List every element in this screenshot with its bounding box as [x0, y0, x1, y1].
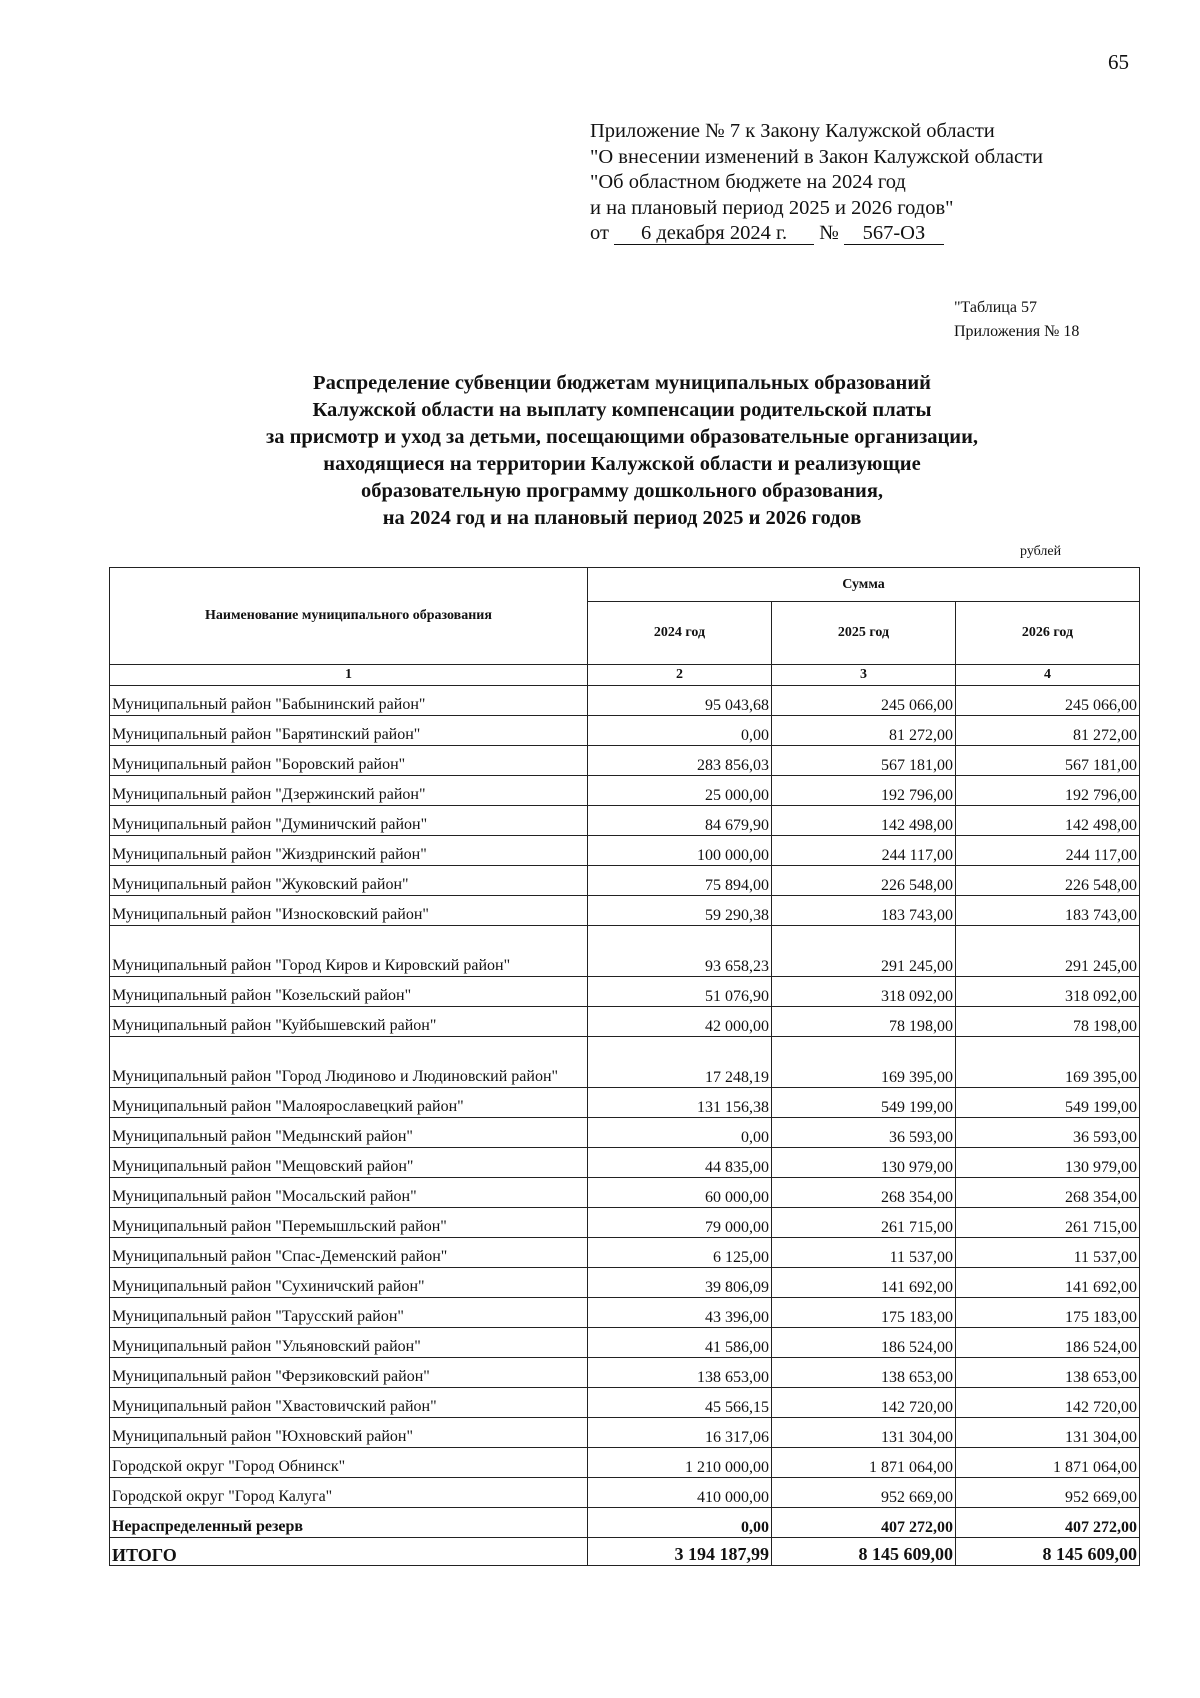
column-number-2: 2 — [588, 665, 772, 686]
cell-amount-2026: 268 354,00 — [956, 1178, 1140, 1208]
cell-municipality-name: Муниципальный район "Ульяновский район" — [110, 1328, 588, 1358]
header-year-2025: 2025 год — [772, 602, 956, 665]
law-number: 567-ОЗ — [844, 222, 944, 245]
cell-amount-2025: 1 871 064,00 — [772, 1448, 956, 1478]
cell-municipality-name: Муниципальный район "Козельский район" — [110, 977, 588, 1007]
table-row — [110, 1178, 1140, 1208]
cell-amount-2025: 549 199,00 — [772, 1088, 956, 1118]
table-row — [110, 866, 1140, 896]
cell-amount-2024: 41 586,00 — [588, 1328, 772, 1358]
cell-amount-2024: 0,00 — [588, 1118, 772, 1148]
cell-municipality-name: Муниципальный район "Хвастовичский район" — [110, 1388, 588, 1418]
table-row — [110, 1007, 1140, 1037]
cell-municipality-name: Муниципальный район "Мещовский район" — [110, 1148, 588, 1178]
cell-amount-2026: 36 593,00 — [956, 1118, 1140, 1148]
cell-municipality-name: Муниципальный район "Дзержинский район" — [110, 776, 588, 806]
number-prefix: № — [819, 222, 839, 244]
cell-amount-2024: 6 125,00 — [588, 1238, 772, 1268]
table-row — [110, 896, 1140, 926]
appendix-line-2: "О внесении изменений в Закон Калужской области — [590, 145, 1044, 168]
cell-amount-2024: 1 210 000,00 — [588, 1448, 772, 1478]
cell-municipality-name: Муниципальный район "Барятинский район" — [110, 716, 588, 746]
cell-amount-2024: 60 000,00 — [588, 1178, 772, 1208]
cell-amount-2024: 59 290,38 — [588, 896, 772, 926]
cell-amount-2026: 11 537,00 — [956, 1238, 1140, 1268]
cell-amount-2026: 318 092,00 — [956, 977, 1140, 1007]
cell-amount-2025: 952 669,00 — [772, 1478, 956, 1508]
cell-amount-2024: 100 000,00 — [588, 836, 772, 866]
table-row — [110, 746, 1140, 776]
cell-amount-2026: 1 871 064,00 — [956, 1448, 1140, 1478]
table-row — [110, 776, 1140, 806]
column-number-4: 4 — [956, 665, 1140, 686]
cell-amount-2024: 45 566,15 — [588, 1388, 772, 1418]
table-row — [110, 1388, 1140, 1418]
table-row — [110, 977, 1140, 1007]
cell-municipality-name: Муниципальный район "Ферзиковский район" — [110, 1358, 588, 1388]
cell-amount-2024: 16 317,06 — [588, 1418, 772, 1448]
cell-amount-2026: 78 198,00 — [956, 1007, 1140, 1037]
cell-amount-2026: 138 653,00 — [956, 1358, 1140, 1388]
cell-municipality-name: Муниципальный район "Перемышльский район" — [110, 1208, 588, 1238]
cell-amount-2024: 283 856,03 — [588, 746, 772, 776]
cell-amount-2025: 138 653,00 — [772, 1358, 956, 1388]
cell-amount-2024: 3 194 187,99 — [588, 1538, 772, 1566]
cell-amount-2026: 8 145 609,00 — [956, 1538, 1140, 1566]
cell-amount-2025: 407 272,00 — [772, 1508, 956, 1538]
table-ref-line-2: Приложения № 18 — [954, 323, 1080, 340]
cell-amount-2024: 51 076,90 — [588, 977, 772, 1007]
cell-amount-2024: 39 806,09 — [588, 1268, 772, 1298]
cell-amount-2026: 131 304,00 — [956, 1418, 1140, 1448]
cell-amount-2025: 244 117,00 — [772, 836, 956, 866]
cell-municipality-name: Муниципальный район "Город Людиново и Людиновский район" — [110, 1037, 588, 1088]
cell-amount-2026: 186 524,00 — [956, 1328, 1140, 1358]
cell-amount-2026: 549 199,00 — [956, 1088, 1140, 1118]
appendix-line-4: и на плановый период 2025 и 2026 годов" — [590, 196, 954, 219]
cell-amount-2026: 175 183,00 — [956, 1298, 1140, 1328]
cell-amount-2025: 183 743,00 — [772, 896, 956, 926]
cell-amount-2024: 93 658,23 — [588, 926, 772, 977]
cell-municipality-name: Городской округ "Город Калуга" — [110, 1478, 588, 1508]
cell-amount-2025: 245 066,00 — [772, 686, 956, 716]
header-year-2024: 2024 год — [588, 602, 772, 665]
cell-amount-2024: 0,00 — [588, 716, 772, 746]
title-line-2: Калужской области на выплату компенсации родительской платы — [312, 399, 932, 421]
cell-municipality-name: Нераспределенный резерв — [110, 1508, 588, 1538]
cell-amount-2025: 141 692,00 — [772, 1268, 956, 1298]
cell-amount-2024: 95 043,68 — [588, 686, 772, 716]
table-ref-line-1: "Таблица 57 — [954, 299, 1037, 316]
header-year-2026: 2026 год — [956, 602, 1140, 665]
cell-amount-2026: 192 796,00 — [956, 776, 1140, 806]
cell-amount-2026: 952 669,00 — [956, 1478, 1140, 1508]
date-prefix: от — [590, 222, 609, 244]
cell-municipality-name: Муниципальный район "Сухиничский район" — [110, 1268, 588, 1298]
cell-amount-2026: 291 245,00 — [956, 926, 1140, 977]
cell-amount-2025: 142 498,00 — [772, 806, 956, 836]
title-line-6: на 2024 год и на плановый период 2025 и 2026 годов — [382, 507, 862, 529]
cell-amount-2025: 81 272,00 — [772, 716, 956, 746]
cell-amount-2026: 407 272,00 — [956, 1508, 1140, 1538]
cell-amount-2025: 36 593,00 — [772, 1118, 956, 1148]
table-row — [110, 1478, 1140, 1508]
table-row — [110, 1148, 1140, 1178]
cell-amount-2025: 78 198,00 — [772, 1007, 956, 1037]
table-row — [110, 1238, 1140, 1268]
cell-municipality-name: Муниципальный район "Город Киров и Кировский район" — [110, 926, 588, 977]
cell-amount-2025: 130 979,00 — [772, 1148, 956, 1178]
column-number-1: 1 — [110, 665, 588, 686]
cell-amount-2026: 244 117,00 — [956, 836, 1140, 866]
cell-municipality-name: Муниципальный район "Куйбышевский район" — [110, 1007, 588, 1037]
cell-municipality-name: Муниципальный район "Бабынинский район" — [110, 686, 588, 716]
cell-amount-2024: 42 000,00 — [588, 1007, 772, 1037]
document-title — [0, 370, 1200, 532]
cell-amount-2024: 410 000,00 — [588, 1478, 772, 1508]
appendix-date-line — [590, 221, 1043, 247]
table-row — [110, 716, 1140, 746]
cell-amount-2026: 142 720,00 — [956, 1388, 1140, 1418]
cell-amount-2025: 186 524,00 — [772, 1328, 956, 1358]
header-sum: Сумма — [588, 568, 1140, 602]
cell-municipality-name: Городской округ "Город Обнинск" — [110, 1448, 588, 1478]
cell-amount-2026: 169 395,00 — [956, 1037, 1140, 1088]
cell-amount-2025: 226 548,00 — [772, 866, 956, 896]
cell-amount-2024: 17 248,19 — [588, 1037, 772, 1088]
title-line-3: за присмотр и уход за детьми, посещающими образовательные организации, — [265, 426, 979, 448]
table-reference — [954, 296, 1079, 344]
table-row — [110, 806, 1140, 836]
appendix-line-3: "Об областном бюджете на 2024 год — [590, 171, 906, 193]
cell-municipality-name: Муниципальный район "Думиничский район" — [110, 806, 588, 836]
cell-amount-2024: 25 000,00 — [588, 776, 772, 806]
appendix-block — [590, 119, 1043, 247]
cell-amount-2026: 130 979,00 — [956, 1148, 1140, 1178]
cell-municipality-name: Муниципальный район "Тарусский район" — [110, 1298, 588, 1328]
cell-amount-2025: 131 304,00 — [772, 1418, 956, 1448]
cell-amount-2026: 141 692,00 — [956, 1268, 1140, 1298]
cell-amount-2025: 318 092,00 — [772, 977, 956, 1007]
header-name: Наименование муниципального образования — [110, 568, 588, 665]
table-row — [110, 1358, 1140, 1388]
cell-amount-2025: 8 145 609,00 — [772, 1538, 956, 1566]
cell-municipality-name: Муниципальный район "Жуковский район" — [110, 866, 588, 896]
cell-amount-2026: 183 743,00 — [956, 896, 1140, 926]
cell-amount-2025: 291 245,00 — [772, 926, 956, 977]
table-row — [110, 1328, 1140, 1358]
cell-amount-2026: 261 715,00 — [956, 1208, 1140, 1238]
cell-amount-2025: 268 354,00 — [772, 1178, 956, 1208]
title-line-1: Распределение субвенции бюджетам муниципальных образований — [313, 372, 931, 394]
table-row — [110, 1448, 1140, 1478]
table-row — [110, 1208, 1140, 1238]
cell-municipality-name: ИТОГО — [110, 1538, 588, 1566]
page-number: 65 — [1108, 50, 1129, 74]
law-date: 6 декабря 2024 г. — [614, 222, 814, 245]
cell-amount-2025: 192 796,00 — [772, 776, 956, 806]
units-label: рублей — [1020, 544, 1062, 559]
column-number-3: 3 — [772, 665, 956, 686]
cell-amount-2024: 43 396,00 — [588, 1298, 772, 1328]
table-row — [110, 1538, 1140, 1566]
cell-municipality-name: Муниципальный район "Медынский район" — [110, 1118, 588, 1148]
cell-amount-2024: 138 653,00 — [588, 1358, 772, 1388]
cell-amount-2024: 84 679,90 — [588, 806, 772, 836]
cell-amount-2025: 142 720,00 — [772, 1388, 956, 1418]
cell-municipality-name: Муниципальный район "Жиздринский район" — [110, 836, 588, 866]
table-row — [110, 1298, 1140, 1328]
appendix-line-1: Приложение № 7 к Закону Калужской области — [590, 120, 995, 142]
table-row — [110, 836, 1140, 866]
title-line-5: образовательную программу дошкольного образования, — [360, 480, 884, 502]
cell-amount-2026: 226 548,00 — [956, 866, 1140, 896]
cell-amount-2025: 169 395,00 — [772, 1037, 956, 1088]
cell-municipality-name: Муниципальный район "Юхновский район" — [110, 1418, 588, 1448]
cell-amount-2026: 245 066,00 — [956, 686, 1140, 716]
subvention-table — [109, 567, 1140, 1566]
cell-amount-2024: 131 156,38 — [588, 1088, 772, 1118]
table-row — [110, 1418, 1140, 1448]
table-row — [110, 926, 1140, 977]
cell-amount-2024: 75 894,00 — [588, 866, 772, 896]
cell-amount-2025: 175 183,00 — [772, 1298, 956, 1328]
table-row — [110, 686, 1140, 716]
cell-municipality-name: Муниципальный район "Малоярославецкий район" — [110, 1088, 588, 1118]
table-row — [110, 1037, 1140, 1088]
table-row — [110, 1268, 1140, 1298]
title-line-4: находящиеся на территории Калужской области и реализующие — [323, 453, 921, 475]
cell-amount-2025: 567 181,00 — [772, 746, 956, 776]
cell-amount-2024: 0,00 — [588, 1508, 772, 1538]
cell-amount-2026: 142 498,00 — [956, 806, 1140, 836]
cell-amount-2024: 44 835,00 — [588, 1148, 772, 1178]
table-row — [110, 1088, 1140, 1118]
table-row — [110, 1118, 1140, 1148]
cell-municipality-name: Муниципальный район "Износковский район" — [110, 896, 588, 926]
cell-municipality-name: Муниципальный район "Спас-Деменский район" — [110, 1238, 588, 1268]
cell-amount-2025: 11 537,00 — [772, 1238, 956, 1268]
cell-municipality-name: Муниципальный район "Боровский район" — [110, 746, 588, 776]
cell-amount-2026: 567 181,00 — [956, 746, 1140, 776]
cell-amount-2024: 79 000,00 — [588, 1208, 772, 1238]
cell-amount-2025: 261 715,00 — [772, 1208, 956, 1238]
cell-amount-2026: 81 272,00 — [956, 716, 1140, 746]
cell-municipality-name: Муниципальный район "Мосальский район" — [110, 1178, 588, 1208]
table-row — [110, 1508, 1140, 1538]
